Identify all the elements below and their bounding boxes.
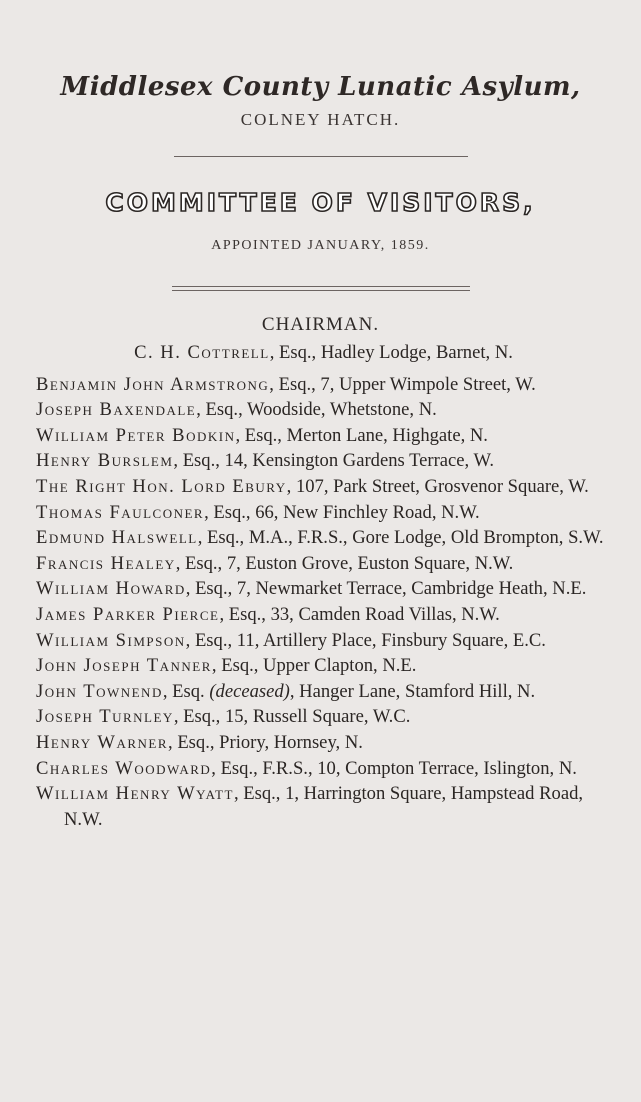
member-details: , Esq., Priory, Hornsey, N. [168, 731, 363, 753]
location-subtitle: COLNEY HATCH. [240, 110, 401, 129]
member-name: Benjamin John Armstrong [36, 373, 270, 395]
members-list [36, 340, 611, 832]
member-name: William Henry Wyatt [36, 783, 234, 805]
institution-title: Middlesex County Lunatic Asylum, [60, 72, 581, 102]
member-name: C. H. Cottrell [134, 342, 270, 363]
list-item [36, 781, 611, 832]
member-details: , Esq., M.A., F.R.S., Gore Lodge, Old Brompton, S.W. [197, 527, 604, 549]
list-item [36, 372, 611, 398]
list-item [36, 628, 611, 654]
member-details: , Esq., 15, Russell Square, W.C. [173, 706, 411, 728]
member-details: , Esq., 7, Upper Wimpole Street, W. [269, 373, 536, 395]
member-details: , Esq., F.R.S., 10, Compton Terrace, Islington, N. [211, 757, 577, 779]
member-details: , Esq., 7, Euston Grove, Euston Square, N.W. [175, 552, 514, 574]
list-item [36, 576, 611, 602]
chairman-heading: CHAIRMAN. [261, 314, 380, 335]
member-note: (deceased) [209, 680, 290, 702]
member-name: Joseph Baxendale [36, 399, 197, 421]
member-details: , Esq., 33, Camden Road Villas, N.W. [219, 603, 500, 625]
committee-title: COMMITTEE OF VISITORS, [105, 188, 536, 217]
member-details: , Esq., 66, New Finchley Road, N.W. [204, 501, 480, 523]
list-item [36, 730, 611, 756]
member-name: William Howard [36, 578, 186, 600]
member-name: The Right Hon. Lord Ebury [36, 475, 287, 497]
member-name: Joseph Turnley [36, 706, 174, 728]
list-item [36, 397, 611, 423]
list-item [36, 653, 611, 679]
member-details: , Esq. [162, 680, 210, 702]
member-details: , Esq., Merton Lane, Highgate, N. [235, 424, 488, 446]
member-details: , Esq., 7, Newmarket Terrace, Cambridge Heath, N.E. [185, 578, 587, 600]
divider-top [174, 156, 468, 157]
member-details: , Esq., 14, Kensington Gardens Terrace, W. [173, 450, 494, 472]
list-item [36, 551, 611, 577]
member-name: John Townend [36, 680, 163, 702]
member-details: , 107, Park Street, Grosvenor Square, W. [286, 475, 589, 497]
member-details: , Esq., Hadley Lodge, Barnet, N. [269, 342, 513, 363]
member-name: Henry Warner [36, 731, 169, 753]
member-name: Thomas Faulconer [36, 501, 205, 523]
list-item [36, 602, 611, 628]
list-item [36, 448, 611, 474]
member-details: , Esq., 11, Artillery Place, Finsbury Square, E.C. [185, 629, 546, 651]
member-name: William Simpson [36, 629, 186, 651]
list-item [36, 525, 611, 551]
list-item [36, 704, 611, 730]
member-name: Edmund Halswell [36, 527, 198, 549]
member-name: John Joseph Tanner [36, 655, 212, 677]
member-details: , Esq., Woodside, Whetstone, N. [196, 399, 437, 421]
list-item [36, 679, 611, 705]
member-details: , Esq., Upper Clapton, N.E. [211, 655, 417, 677]
divider-double-top [172, 286, 470, 287]
list-item [36, 756, 611, 782]
member-name: Charles Woodward [36, 757, 212, 779]
list-item [36, 423, 611, 449]
list-item [36, 500, 611, 526]
divider-double-bottom [172, 290, 470, 291]
member-name: William Peter Bodkin [36, 424, 236, 446]
chairman-entry [36, 340, 611, 366]
member-name: Henry Burslem [36, 450, 174, 472]
list-item [36, 474, 611, 500]
member-details: , Esq., 1, Harrington Square, Hampstead Road, N.W. [64, 783, 584, 830]
member-name: James Parker Pierce [36, 603, 220, 625]
appointed-date: APPOINTED JANUARY, 1859. [211, 238, 430, 253]
member-name: Francis Healey [36, 552, 176, 574]
member-details-cont: , Hanger Lane, Stamford Hill, N. [289, 680, 536, 702]
